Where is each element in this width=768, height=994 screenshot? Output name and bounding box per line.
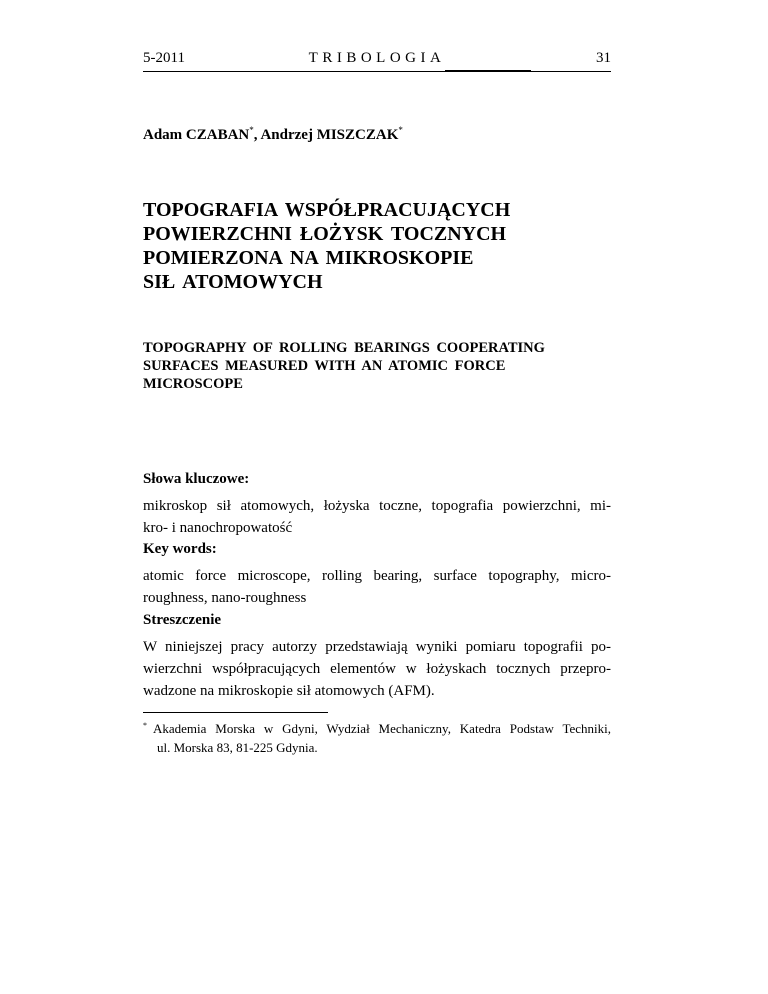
header-rule-accent	[445, 70, 531, 72]
running-header	[143, 50, 611, 70]
keywords-en-text	[143, 565, 611, 609]
text-line: roughness, nano-roughness	[143, 590, 307, 606]
author-name: Adam CZABAN	[143, 127, 250, 143]
title-line: POWIERZCHNI ŁOŻYSK TOCZNYCH	[143, 223, 507, 245]
issue-number: 5-2011	[143, 50, 185, 66]
author-line	[143, 125, 403, 144]
footnote-text: Akademia Morska w Gdyni, Wydział Mechaniczny, Katedra Podstaw Techniki,	[153, 721, 611, 736]
paper-title-en	[143, 339, 613, 393]
header-rule	[143, 71, 611, 72]
abstract-text	[143, 636, 611, 702]
text-line: wierzchni współpracujących elementów w łożyskach tocznych przepro-	[143, 661, 611, 677]
footnote-line	[143, 716, 611, 738]
footnote	[143, 716, 611, 757]
author-name: Andrzej MISZCZAK	[260, 127, 399, 143]
abstract-heading: Streszczenie	[143, 612, 222, 628]
title-line: SIŁ ATOMOWYCH	[143, 271, 323, 293]
page-number: 31	[596, 50, 611, 66]
keywords-pl-text	[143, 495, 611, 539]
footnote-mark: *	[143, 721, 147, 730]
text-line: W niniejszej pracy autorzy przedstawiają wyniki pomiaru topografii po-	[143, 639, 611, 655]
keywords-en-heading: Key words:	[143, 541, 217, 557]
title-line: POMIERZONA NA MIKROSKOPIE	[143, 247, 474, 269]
text-line: wadzone na mikroskopie sił atomowych (AFM).	[143, 683, 435, 699]
affiliation-mark: *	[249, 125, 254, 135]
title-line: TOPOGRAPHY OF ROLLING BEARINGS COOPERATING	[143, 340, 545, 356]
text-line: kro- i nanochropowatość	[143, 520, 293, 536]
text-line: atomic force microscope, rolling bearing, surface topography, micro-	[143, 568, 611, 584]
paper-title-pl	[143, 198, 563, 294]
title-line: MICROSCOPE	[143, 376, 243, 392]
title-line: TOPOGRAFIA WSPÓŁPRACUJĄCYCH	[143, 199, 511, 221]
author-separator: ,	[253, 127, 261, 143]
text-line: mikroskop sił atomowych, łożyska toczne, topografia powierzchni, mi-	[143, 498, 611, 514]
keywords-pl-heading: Słowa kluczowe:	[143, 471, 250, 487]
journal-name: TRIBOLOGIA	[308, 50, 446, 66]
footnote-rule	[143, 712, 328, 713]
affiliation-mark: *	[398, 125, 403, 135]
footnote-line: ul. Morska 83, 81-225 Gdynia.	[157, 740, 318, 755]
title-line: SURFACES MEASURED WITH AN ATOMIC FORCE	[143, 358, 506, 374]
